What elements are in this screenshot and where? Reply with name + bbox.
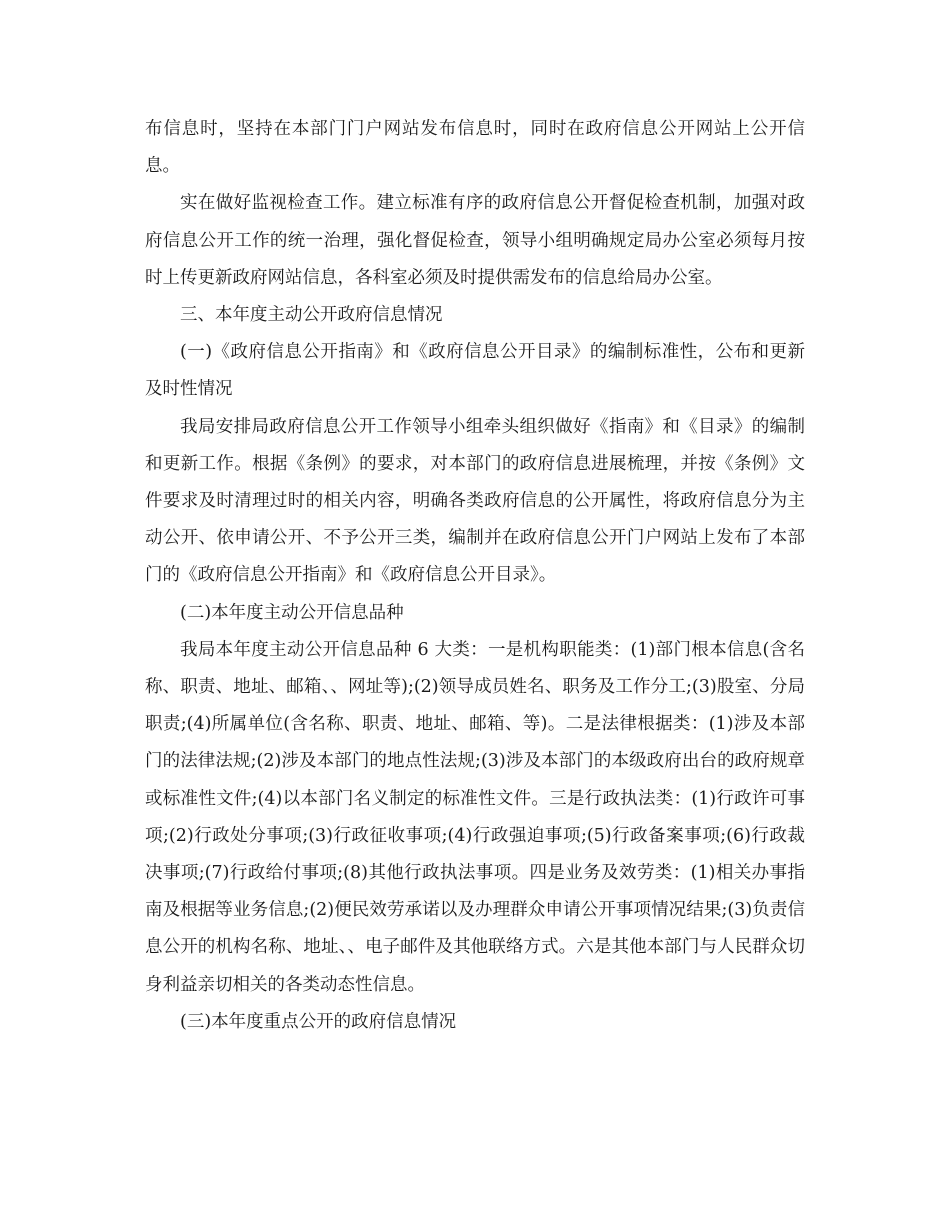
- paragraph-supervision: 实在做好监视检查工作。建立标准有序的政府信息公开督促检查机制，加强对政府信息公开工作的统一治理，强化督促检查，领导小组明确规定局办公室必须每月按时上传更新政府网站信息，各科室必须及时提供需发布的信息给局办公室。: [145, 193, 805, 288]
- paragraph-info-categories: 我局本年度主动公开信息品种 6 大类：一是机构职能类：(1)部门根本信息(含名称、职责、地址、邮箱、、网址等);(2)领导成员姓名、职务及工作分工;(3)股室、分局职责;(4)所属单位(含名称、职责、地址、邮箱、等)。二是法律根据类：(1)涉及本部门的法律法规;(2)涉及本部门的地点性法规;(3)涉及本部门的本级政府出台的政府规章或标准性文件;(4)以本部门名义制定的标准性文件。三是行政执法类：(1)行政许可事项;(2)行政处分事项;(3)行政征收事项;(4)行政强迫事项;(5)行政备案事项;(6)行政裁决事项;(7)行政给付事项;(8)其他行政执法事项。四是业务及效劳类：(1)相关办事指南及根据等业务信息;(2)便民效劳承诺以及办理群众申请公开事项情况结果;(3)负责信息公开的机构名称、地址、、电子邮件及其他联络方式。六是其他本部门与人民群众切身利益亲切相关的各类动态性信息。: [145, 639, 805, 995]
- subheading-3: (三)本年度重点公开的政府信息情况: [180, 1011, 457, 1032]
- paragraph-continuation: 布信息时，坚持在本部门门户网站发布信息时，同时在政府信息公开网站上公开信息。: [145, 119, 805, 177]
- section-heading-3: 三、本年度主动公开政府信息情况: [180, 305, 443, 326]
- subheading-2: (二)本年度主动公开信息品种: [180, 602, 404, 623]
- paragraph-guide-catalog: 我局安排局政府信息公开工作领导小组牵头组织做好《指南》和《目录》的编制和更新工作。根据《条例》的要求，对本部门的政府信息进展梳理，并按《条例》文件要求及时清理过时的相关内容，明确各类政府信息的公开属性，将政府信息分为主动公开、依申请公开、不予公开三类，编制并在政府信息公开门户网站上发布了本部门的《政府信息公开指南》和《政府信息公开目录》。: [145, 416, 805, 586]
- document-body: [145, 111, 805, 1041]
- subheading-1: (一)《政府信息公开指南》和《政府信息公开目录》的编制标准性，公布和更新及时性情况: [145, 342, 805, 400]
